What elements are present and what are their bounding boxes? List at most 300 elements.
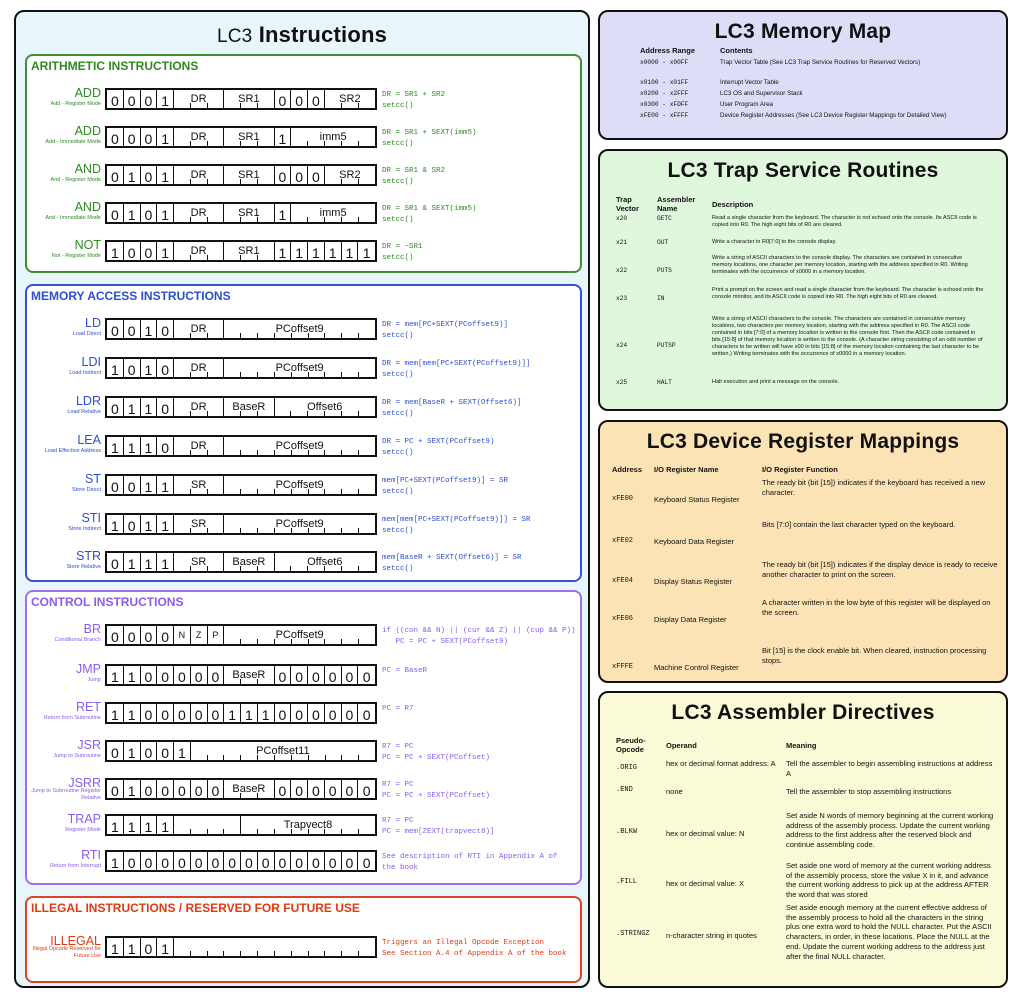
encoding-field: 0 xyxy=(342,780,359,798)
encoding-field: 1 xyxy=(157,476,174,494)
instr-name: NOT xyxy=(74,238,101,252)
instr-encoding xyxy=(105,357,377,379)
encoding-field: 0 xyxy=(141,204,158,222)
dev-function: Bit [15] is the clock enable bit. When cleared, instruction processing stops. xyxy=(762,646,987,665)
encoding-field: 0 xyxy=(362,854,371,871)
instr-encoding xyxy=(105,624,377,646)
encoding-field: DR xyxy=(174,320,224,338)
instr-encoding xyxy=(105,435,377,457)
encoding-field: 0 xyxy=(208,780,225,798)
encoding-field: 0 xyxy=(275,666,292,684)
encoding-field: 0 xyxy=(157,666,174,684)
trap-header-vector: Trap Vector xyxy=(616,195,639,213)
encoding-field: 0 xyxy=(275,780,292,798)
encoding-field: BaseR xyxy=(224,553,274,571)
instr-semantics: PC = BaseR xyxy=(382,667,428,675)
instr-desc: Load Indirect xyxy=(69,370,101,376)
encoding-field: 0 xyxy=(362,706,371,723)
encoding-field: 1 xyxy=(124,553,141,571)
instr-row-illegal xyxy=(27,934,580,964)
directive-meaning: Tell the assembler to stop assembling instructions xyxy=(786,787,952,796)
trap-description: Print a prompt on the screen and read a single character from the keyboard. The character is echoed onto the console monitor, and its ASCII code is copied into R0. The high eight bits of R0 are cleared. xyxy=(712,287,984,300)
instr-name: RET xyxy=(76,700,101,714)
encoding-field: 0 xyxy=(291,666,308,684)
dev-function: Bits [7:0] contain the last character typed on the keyboard. xyxy=(762,520,956,529)
trap-routines-panel xyxy=(598,149,1008,411)
encoding-field: 1 xyxy=(107,437,124,455)
encoding-field: 0 xyxy=(107,204,124,222)
instr-name: LDI xyxy=(81,355,101,369)
trap-header-name: Assembler Name xyxy=(657,195,696,213)
instr-desc: Not - Register Mode xyxy=(51,253,101,259)
encoding-field: 1 xyxy=(124,704,141,722)
encoding-field: PCoffset9 xyxy=(224,476,375,494)
memory-section xyxy=(25,284,582,582)
encoding-field: 1 xyxy=(107,242,124,260)
device-registers-panel xyxy=(598,420,1008,683)
instr-row-and xyxy=(27,200,580,230)
encoding-field: 1 xyxy=(157,166,174,184)
illegal-section-title: ILLEGAL INSTRUCTIONS / RESERVED FOR FUTURE USE xyxy=(31,901,360,915)
instr-name: LDR xyxy=(75,394,101,408)
encoding-field: 0 xyxy=(308,666,325,684)
directive-opcode: .FILL xyxy=(616,878,638,886)
encoding-field: 1 xyxy=(124,398,141,416)
instr-encoding xyxy=(105,126,377,148)
encoding-field: 0 xyxy=(141,242,158,260)
encoding-field: 0 xyxy=(141,742,158,760)
dev-name: Machine Control Register xyxy=(654,663,739,672)
instr-semantics: DR = ~SR1 setcc() xyxy=(382,243,423,262)
instr-semantics: PC = R7 xyxy=(382,705,414,713)
trap-name: IN xyxy=(657,295,665,302)
instr-semantics: DR = mem[PC+SEXT(PCoffset9)] setcc() xyxy=(382,321,509,340)
trap-vector: x20 xyxy=(616,215,628,222)
instr-row-sti xyxy=(27,511,580,541)
instr-desc: And - Immediate Mode xyxy=(45,215,101,221)
encoding-field: 0 xyxy=(124,359,141,377)
encoding-field: 1 xyxy=(124,780,141,798)
encoding-field: DR xyxy=(174,128,224,146)
encoding-field: 0 xyxy=(141,128,158,146)
directive-operand: n-character string in quotes xyxy=(666,931,757,940)
directives-title: LC3 Assembler Directives xyxy=(671,701,935,724)
trap-vector: x23 xyxy=(616,295,628,302)
instr-name: STR xyxy=(76,549,101,563)
encoding-field: 1 xyxy=(141,320,158,338)
instr-encoding xyxy=(105,202,377,224)
encoding-field: 0 xyxy=(291,90,308,108)
instr-desc: Add - Register Mode xyxy=(50,101,101,107)
mm-range: x0100 - x01FF xyxy=(640,79,689,86)
encoding-field: 0 xyxy=(107,320,124,338)
encoding-field: 1 xyxy=(157,90,174,108)
encoding-field: 1 xyxy=(157,938,174,956)
dir-header-opcode: Pseudo-Opcode xyxy=(616,736,646,754)
encoding-field: 1 xyxy=(157,204,174,222)
encoding-field: DR xyxy=(174,90,224,108)
instr-encoding xyxy=(105,396,377,418)
arithmetic-section-title: ARITHMETIC INSTRUCTIONS xyxy=(31,59,199,73)
encoding-field: 0 xyxy=(107,90,124,108)
instr-name: BR xyxy=(83,622,101,636)
encoding-field: 0 xyxy=(141,666,158,684)
encoding-field: 0 xyxy=(174,780,191,798)
instr-semantics: DR = SR1 & SR2 setcc() xyxy=(382,167,446,186)
dev-address: xFE04 xyxy=(612,577,634,585)
mm-contents: Interrupt Vector Table xyxy=(720,79,779,86)
encoding-field: 1 xyxy=(275,204,292,222)
instr-encoding xyxy=(105,740,377,762)
encoding-field: N xyxy=(174,626,191,644)
encoding-field: 0 xyxy=(141,166,158,184)
encoding-field: 0 xyxy=(275,166,292,184)
encoding-field: 0 xyxy=(124,320,141,338)
mm-header-range: Address Range xyxy=(640,46,696,55)
instr-desc: Add - Immediate Mode xyxy=(45,139,101,145)
instr-row-trap xyxy=(27,812,580,842)
encoding-field: 1 xyxy=(258,704,275,722)
encoding-field: BaseR xyxy=(224,398,274,416)
encoding-field: DR xyxy=(174,437,224,455)
trap-vector: x24 xyxy=(616,342,628,349)
trap-description: Write a character in R0[7:0] to the console display. xyxy=(712,239,837,245)
instr-semantics: DR = SR1 & SEXT(imm5) setcc() xyxy=(382,205,477,224)
encoding-field: 0 xyxy=(191,704,208,722)
encoding-field: PCoffset9 xyxy=(224,626,375,644)
dev-name: Keyboard Data Register xyxy=(654,537,735,546)
trap-name: HALT xyxy=(657,379,672,386)
encoding-field: 0 xyxy=(124,476,141,494)
encoding-field: 0 xyxy=(308,166,325,184)
encoding-field: 0 xyxy=(174,704,191,722)
instr-row-not xyxy=(27,238,580,268)
encoding-field: PCoffset9 xyxy=(224,320,375,338)
encoding-field: 1 xyxy=(275,242,292,260)
dev-header-name: I/O Register Name xyxy=(654,465,719,474)
trap-name: OUT xyxy=(657,239,669,246)
encoding-field: 0 xyxy=(191,666,208,684)
control-section-title: CONTROL INSTRUCTIONS xyxy=(31,595,184,609)
instr-name: TRAP xyxy=(67,812,101,826)
instr-name: ILLEGAL xyxy=(50,934,101,948)
mm-range: x0000 - x00FF xyxy=(640,59,689,66)
trap-name: GETC xyxy=(657,215,672,222)
instr-row-add xyxy=(27,86,580,116)
encoding-field: 0 xyxy=(124,242,141,260)
encoding-field: 0 xyxy=(157,780,174,798)
encoding-field: 0 xyxy=(308,780,325,798)
directive-opcode: .ORIG xyxy=(616,764,638,772)
encoding-field: SR1 xyxy=(224,128,274,146)
trap-vector: x25 xyxy=(616,379,628,386)
encoding-field: SR1 xyxy=(224,166,274,184)
instr-row-jsrr xyxy=(27,776,580,806)
encoding-field: 1 xyxy=(107,938,124,956)
encoding-field: 0 xyxy=(141,626,158,644)
instr-desc: Load Direct xyxy=(72,331,101,337)
instr-name: JMP xyxy=(76,662,101,676)
encoding-field: 0 xyxy=(157,626,174,644)
instr-name: AND xyxy=(74,200,101,214)
instr-semantics: if ((con && N) || (cur && Z) || (cup && P)) PC = PC + SEXT(PCoffset9) xyxy=(382,627,576,646)
encoding-field: 0 xyxy=(291,166,308,184)
directive-opcode: .STRINGZ xyxy=(616,930,650,938)
mm-contents: User Program Area xyxy=(720,101,773,108)
control-section xyxy=(25,590,582,885)
encoding-field: 1 xyxy=(342,242,359,260)
encoding-field: 0 xyxy=(157,437,174,455)
trap-description: Write a string of ASCII characters to the console. The characters are contained in consecutive memory locations, two characters per memory location, starting with the address specified in R0. The ASCII code contained in bits [7:0] of a memory location is written to the console first. Then the ASCII code contained in bits [15:8] of that memory location is written to the console. (A character string consisting of an odd number of characters to be written will have x00 in bits [15:8] of the memory location containing the last character to be written.) Writing terminates with the occurrence of x0000 in a memory location. xyxy=(712,316,983,357)
dev-name: Keyboard Status Register xyxy=(654,495,740,504)
mm-header-contents: Contents xyxy=(720,46,753,55)
encoding-field: DR xyxy=(174,204,224,222)
encoding-field: 0 xyxy=(157,704,174,722)
encoding-field: 0 xyxy=(141,852,158,870)
encoding-field: 1 xyxy=(241,704,258,722)
instr-desc: Store Direct xyxy=(71,487,101,493)
trap-vector: x21 xyxy=(616,239,628,246)
directive-operand: hex or decimal value: N xyxy=(666,829,745,838)
dev-name: Display Status Register xyxy=(654,577,732,586)
encoding-field xyxy=(174,938,375,956)
encoding-field: SR1 xyxy=(224,90,274,108)
encoding-field: 0 xyxy=(107,553,124,571)
encoding-field: 1 xyxy=(141,553,158,571)
encoding-field: 0 xyxy=(124,626,141,644)
dev-header-address: Address xyxy=(612,465,643,474)
memory-section-title: MEMORY ACCESS INSTRUCTIONS xyxy=(31,289,231,303)
instr-desc: Illegal Opcode Reserved for Future Use xyxy=(32,946,101,959)
instr-row-and xyxy=(27,162,580,192)
encoding-field: 0 xyxy=(141,90,158,108)
mm-range: x0300 - xFDFF xyxy=(640,101,689,108)
device-title: LC3 Device Register Mappings xyxy=(646,430,960,453)
encoding-field: 1 xyxy=(124,666,141,684)
encoding-field: 0 xyxy=(141,704,158,722)
encoding-field: 0 xyxy=(174,666,191,684)
instr-semantics: R7 = PC PC = mem[ZEXT(trapvect8)] xyxy=(382,817,495,836)
encoding-field: 0 xyxy=(308,90,325,108)
instr-semantics: mem[BaseR + SEXT(Offset6)] = SR setcc() xyxy=(382,554,522,573)
encoding-field: SR xyxy=(174,476,224,494)
instr-desc: Store Relative xyxy=(66,564,101,570)
instructions-title: LC3 Instructions xyxy=(216,22,388,47)
encoding-field: 0 xyxy=(107,398,124,416)
encoding-field: 0 xyxy=(157,742,174,760)
encoding-field: 1 xyxy=(291,242,308,260)
instr-row-rti xyxy=(27,848,580,878)
encoding-field: 0 xyxy=(275,852,292,870)
instr-row-ret xyxy=(27,700,580,730)
dev-address: xFFFE xyxy=(612,663,634,671)
trap-description: Write a string of ASCII characters to the console display. The characters are contained in consecutive memory locations, one character per memory location, starting with the address specified in R0. Writing terminates with the occurrence of x0000 in a memory location. xyxy=(712,255,968,275)
directives-panel xyxy=(598,691,1008,988)
encoding-field: 0 xyxy=(107,780,124,798)
encoding-field: DR xyxy=(174,242,224,260)
instr-row-add xyxy=(27,124,580,154)
instr-semantics: R7 = PC PC = PC + SEXT(PCoffset) xyxy=(382,781,491,800)
encoding-field: 0 xyxy=(362,782,371,799)
memory-map-panel xyxy=(598,10,1008,140)
instr-semantics: DR = mem[BaseR + SEXT(Offset6)] setcc() xyxy=(382,399,522,418)
encoding-field: 1 xyxy=(124,938,141,956)
dev-address: xFE00 xyxy=(612,495,634,503)
encoding-field: 0 xyxy=(308,704,325,722)
dev-function: The ready bit (bit [15]) indicates if the keyboard has received a new character. xyxy=(762,478,986,497)
directive-operand: none xyxy=(666,787,683,796)
encoding-field: 0 xyxy=(208,666,225,684)
encoding-field: 1 xyxy=(107,515,124,533)
encoding-field: 1 xyxy=(124,204,141,222)
encoding-field: 1 xyxy=(141,398,158,416)
instr-desc: Jump to Subroutine Register Relative xyxy=(31,788,101,801)
encoding-field: PCoffset11 xyxy=(191,742,375,760)
encoding-field: PCoffset9 xyxy=(224,359,375,377)
instr-row-jmp xyxy=(27,662,580,692)
encoding-field: Offset6 xyxy=(275,398,376,416)
mm-range: xFE00 - xFFFF xyxy=(640,112,689,119)
instr-encoding xyxy=(105,474,377,496)
encoding-field: imm5 xyxy=(291,128,375,146)
encoding-field: 1 xyxy=(362,244,371,261)
encoding-field: 0 xyxy=(107,128,124,146)
instr-desc: Load Relative xyxy=(67,409,101,415)
encoding-field: Z xyxy=(191,626,208,644)
encoding-field: BaseR xyxy=(224,780,274,798)
encoding-field: 1 xyxy=(107,852,124,870)
encoding-field: DR xyxy=(174,166,224,184)
encoding-field: 0 xyxy=(291,780,308,798)
encoding-field: 0 xyxy=(174,852,191,870)
trap-description: Read a single character from the keyboard. The character is not echoed onto the console. Its ASCII code is copied into R0. The high eight bits of R0 are cleared. xyxy=(712,215,977,228)
dir-header-meaning: Meaning xyxy=(786,741,817,750)
trap-description: Halt execution and print a message on the console. xyxy=(712,379,840,385)
instr-name: STI xyxy=(81,511,101,525)
mm-range: x0200 - x2FFF xyxy=(640,90,689,97)
instr-desc: Store Indirect xyxy=(68,526,101,532)
trap-vector: x22 xyxy=(616,267,628,274)
encoding-field: 0 xyxy=(107,626,124,644)
dir-header-operand: Operand xyxy=(666,741,697,750)
instr-desc: And - Register Mode xyxy=(50,177,101,183)
encoding-field: 1 xyxy=(141,816,158,834)
encoding-field: SR xyxy=(174,515,224,533)
instr-row-ldr xyxy=(27,394,580,424)
dev-address: xFE02 xyxy=(612,537,634,545)
encoding-field: 1 xyxy=(157,553,174,571)
encoding-field: 0 xyxy=(275,90,292,108)
instr-semantics: Triggers an Illegal Opcode Exception See Section A.4 of Appendix A of the book xyxy=(382,939,567,958)
encoding-field: 0 xyxy=(308,852,325,870)
encoding-field: 1 xyxy=(124,816,141,834)
instr-encoding xyxy=(105,88,377,110)
directive-meaning: Set aside N words of memory beginning at the current working address of the assembly process. Update the current working address to the first address after the reserved block and continue assembling code. xyxy=(786,811,994,850)
encoding-field: 0 xyxy=(258,852,275,870)
instr-desc: Conditional Branch xyxy=(54,637,101,643)
directive-operand: hex or decimal format address: A xyxy=(666,759,776,768)
encoding-field: 0 xyxy=(342,852,359,870)
encoding-field: 0 xyxy=(362,668,371,685)
instr-semantics: DR = SR1 + SR2 setcc() xyxy=(382,91,446,110)
encoding-field: 1 xyxy=(224,704,241,722)
mm-contents: LC3 OS and Supervisor Stack xyxy=(720,90,803,97)
instr-encoding xyxy=(105,551,377,573)
arithmetic-section xyxy=(25,54,582,273)
encoding-field: 0 xyxy=(107,476,124,494)
encoding-field: 0 xyxy=(124,90,141,108)
encoding-field: 0 xyxy=(107,166,124,184)
trap-name: PUTSP xyxy=(657,342,676,349)
encoding-field: 0 xyxy=(191,780,208,798)
encoding-field: 1 xyxy=(157,515,174,533)
memory-map-title: LC3 Memory Map xyxy=(714,20,892,43)
encoding-field: 1 xyxy=(275,128,292,146)
encoding-field: 0 xyxy=(141,780,158,798)
encoding-field: 1 xyxy=(141,476,158,494)
instr-row-lea xyxy=(27,433,580,463)
instr-row-str xyxy=(27,549,580,579)
encoding-field: 0 xyxy=(157,852,174,870)
encoding-field: 1 xyxy=(107,359,124,377)
illegal-section xyxy=(25,896,582,983)
instr-name: JSRR xyxy=(68,776,101,790)
encoding-field: 0 xyxy=(208,704,225,722)
encoding-field: 0 xyxy=(224,852,241,870)
encoding-field: P xyxy=(208,626,225,644)
encoding-field: PCoffset9 xyxy=(224,515,375,533)
encoding-field: 1 xyxy=(174,742,191,760)
encoding-field: DR xyxy=(174,398,224,416)
encoding-field: 0 xyxy=(325,852,342,870)
encoding-field xyxy=(174,816,241,834)
encoding-field: 1 xyxy=(107,666,124,684)
encoding-field: PCoffset9 xyxy=(224,437,375,455)
dev-header-function: I/O Register Function xyxy=(762,465,838,474)
trap-name: PUTS xyxy=(657,267,672,274)
instr-semantics: DR = mem[mem[PC+SEXT(PCoffset9)]] setcc() xyxy=(382,360,531,379)
encoding-field: 1 xyxy=(107,704,124,722)
trap-header-desc: Description xyxy=(712,200,754,209)
instr-semantics: mem[mem[PC+SEXT(PCoffset9)]] = SR setcc() xyxy=(382,516,531,535)
encoding-field: 0 xyxy=(124,128,141,146)
instr-desc: Return from Interrupt xyxy=(49,863,101,869)
encoding-field: SR2 xyxy=(325,90,375,108)
encoding-field: Trapvect8 xyxy=(241,816,375,834)
instr-encoding xyxy=(105,702,377,724)
instr-name: LD xyxy=(85,316,101,330)
instr-name: AND xyxy=(74,162,101,176)
directive-meaning: Set aside one word of memory at the current working address of the assembly process, store the value X in it, and advance the current working address to pick up at the address AFTER the word that was stored xyxy=(786,861,991,900)
instr-semantics: R7 = PC PC = PC + SEXT(PCoffset) xyxy=(382,743,491,762)
instr-encoding xyxy=(105,664,377,686)
encoding-field: 0 xyxy=(291,704,308,722)
encoding-field: 0 xyxy=(157,320,174,338)
instr-name: ST xyxy=(85,472,101,486)
instr-row-ldi xyxy=(27,355,580,385)
instr-encoding xyxy=(105,240,377,262)
encoding-field: SR2 xyxy=(325,166,375,184)
instr-semantics: See description of RTI in Appendix A of the book xyxy=(382,853,558,872)
instr-desc: Register Mode xyxy=(65,827,101,833)
encoding-field: 1 xyxy=(157,242,174,260)
encoding-field: 0 xyxy=(342,704,359,722)
directive-opcode: .END xyxy=(616,786,633,794)
encoding-field: SR xyxy=(174,553,224,571)
instructions-panel xyxy=(14,10,590,988)
encoding-field: 1 xyxy=(308,242,325,260)
encoding-field: 1 xyxy=(124,437,141,455)
